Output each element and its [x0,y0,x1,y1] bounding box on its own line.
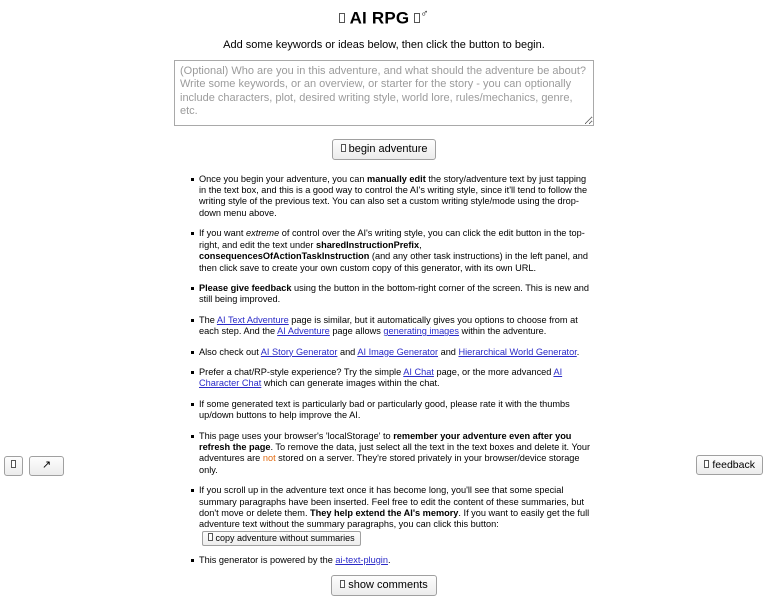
note2-part-c: , [419,239,422,250]
show-comments-label: show comments [348,579,428,592]
note-item-also-check-out [191,347,591,358]
note4-part-d: within the adventure. [459,326,547,337]
note4-part-b: page is similar, but it automatically gives you options to choose from at each step. And the [199,314,578,337]
note2-part-a: If you want [199,228,246,239]
cursor-mode-button[interactable] [29,456,64,476]
note4-part-a: The [199,314,217,325]
note2-bold-shared-instruction-prefix: sharedInstructionPrefix [315,239,420,250]
page-subtitle: Add some keywords or ideas below, then click the button to begin. [223,38,545,51]
note10-part-b: . [387,554,391,565]
note2-part-d: (and any other task instructions) in the left panel, and then click save to create your own custom copy of this generator, with its own URL. [199,251,588,273]
link-ai-text-plugin[interactable]: ai-text-plugin [335,554,388,565]
note8-highlight-not: not [262,453,276,464]
begin-adventure-label: begin adventure [348,142,428,155]
note-item-summaries [191,485,591,546]
link-generating-images[interactable]: generating images [383,326,459,337]
note8-bold-remember-adventure: remember your adventure even after you refresh the page [199,430,572,452]
bottom-right-toolbar [696,455,763,475]
missing-glyph-icon-comments [340,580,345,588]
page-title-text: AI RPG [349,8,410,28]
link-ai-text-adventure[interactable]: AI Text Adventure [216,314,289,325]
link-ai-character-chat[interactable]: AI Character Chat [199,366,563,389]
note6-part-a: Prefer a chat/RP-style experience? Try the simple [199,366,404,377]
note1-part-c: the story/adventure text by just tapping in the text box, and this is a good way to control the AI's writing style, since it'll tend to follow the writing style of the previous text. You can also set a custom writing style/mode using the drop-down menu above. [199,173,588,218]
note5-part-c: and [438,346,459,357]
missing-glyph-icon-begin [341,144,346,152]
notes-list [177,174,591,567]
bottom-left-toolbar [4,456,64,476]
missing-glyph-icon-feedback [704,460,709,468]
link-hierarchical-world-generator[interactable]: Hierarchical World Generator [458,346,577,357]
prompt-textarea[interactable] [174,60,594,126]
note3-rest: using the button in the bottom-right corner of the screen. This is new and still being improved. [199,282,590,305]
missing-glyph-icon-trailing [414,13,420,23]
note6-part-c: which can generate images within the chat. [261,378,440,389]
show-comments-button[interactable] [331,575,437,596]
missing-glyph-icon-copy [208,533,213,541]
note-item-chat-rp [191,367,591,390]
note5-part-d: . [576,346,580,357]
copy-adventure-label: copy adventure without summaries [215,532,355,543]
note-item-powered-by [191,555,591,566]
note4-part-c: page allows [329,326,384,337]
begin-adventure-button[interactable] [332,139,437,160]
cursor-arrow-icon: ↖ [42,459,52,471]
link-ai-image-generator[interactable]: AI Image Generator [357,346,439,357]
note5-part-b: and [337,346,358,357]
note3-bold-give-feedback: Please give feedback [199,282,292,293]
note7-text: If some generated text is particularly bad or particularly good, please rate it with the thumbs up/down buttons to help improve the AI. [199,398,570,421]
note9-part-b: . If you want to easily get the full adventure text without the summary paragraphs, you can click this button: [199,508,590,530]
note-item-extreme-control [191,228,591,274]
link-ai-adventure[interactable]: AI Adventure [277,326,330,337]
note1-bold-manually-edit: manually edit [367,173,426,184]
note-item-rating [191,399,591,422]
note10-part-a: This generator is powered by the [199,554,336,565]
note-item-localstorage [191,431,591,477]
note1-part-a: Once you begin your adventure, you can [199,173,368,184]
note2-part-b: of control over the AI's writing style, you can click the edit button in the top-right, and edit the text under [199,228,585,250]
note8-part-b: . To remove the data, just select all the text in the text boxes and delete it. Your adventures are [199,441,591,464]
page-title [0,0,768,29]
feedback-button[interactable] [696,455,763,475]
show-comments-container [0,575,768,596]
note2-bold-consequences-task: consequencesOfActionTaskInstruction [199,251,370,262]
link-ai-chat[interactable]: AI Chat [403,366,434,377]
link-ai-story-generator[interactable]: AI Story Generator [260,346,338,357]
mars-symbol-icon: ♂ [420,8,429,20]
note5-part-a: Also check out [199,346,261,357]
feedback-label: feedback [712,459,755,471]
note-item-feedback [191,283,591,306]
note9-part-a: If you scroll up in the adventure text once it has become long, you'll see that some special summary paragraphs have been inserted. Feel free to edit the content of these summaries, but don't move or delete them. [199,485,585,518]
begin-button-container [0,139,768,160]
note6-part-b: page, or the more advanced [433,366,554,377]
note-item-other-pages [191,315,591,338]
note8-part-c: stored on a server. They're stored privately in your browser/device storage only. [199,453,580,475]
note9-bold-extend-memory: They help extend the AI's memory [310,508,459,518]
copy-adventure-without-summaries-button[interactable] [202,531,361,546]
note8-part-a: This page uses your browser's 'localStorage' to [199,430,394,441]
note-item-manual-edit [191,174,591,220]
prompt-input-container [0,60,768,129]
missing-glyph-icon-leading [339,13,345,23]
note2-italic-extreme: extreme [245,228,280,239]
missing-glyph-icon-corner [11,460,16,468]
unknown-glyph-button[interactable] [4,456,23,476]
